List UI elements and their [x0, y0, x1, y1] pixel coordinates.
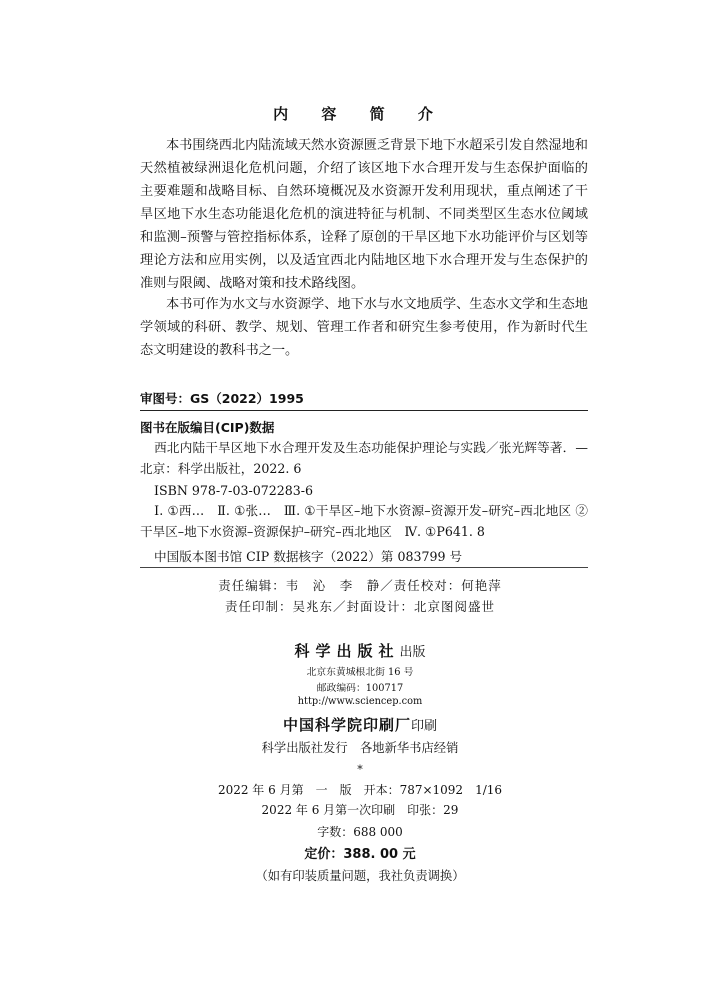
summary-paragraph-1	[140, 134, 588, 295]
cip-data-number: 中国版本图书馆 CIP 数据核字（2022）第 083799 号	[154, 549, 463, 564]
publisher-brand-logo: 科学出版社	[294, 642, 400, 660]
editors-line-1: 责任编辑：韦 沁 李 静／责任校对：何艳萍	[218, 578, 502, 593]
publisher-suffix: 出版	[399, 645, 426, 660]
publisher-postcode: 邮政编码：100717	[316, 683, 404, 694]
distribution-line: 科学出版社发行 各地新华书店经销	[261, 741, 459, 755]
price-line: 定价：388. 00 元	[304, 847, 416, 862]
map-review-number: 审图号：GS（2022）1995	[140, 391, 304, 406]
summary-paragraph-1-text: 本书围绕西北内陆流域天然水资源匮乏背景下地下水超采引发自然湿地和天然植被绿洲退化危机问题，介绍了该区地下水合理开发与生态保护面临的主要难题和战略目标、自然环境概况及水资源开发利用现状，重点阐述了干旱区地下水生态功能退化危机的演进特征与机制、不同类型区生态水位阈域和监测–预警与管控指标体系，诠释了原创的干旱区地下水功能评价与区划等理论方法和应用实例，以及适宜西北内陆地区地下水合理开发与生态保护的准则与限阈、战略对策和技术路线图。	[140, 138, 588, 291]
summary-paragraph-2-text: 本书可作为水文与水资源学、地下水与水文地质学、生态水文学和生态地学领域的科研、教学、规划、管理工作者和研究生参考使用，作为新时代生态文明建设的教科书之一。	[140, 297, 588, 358]
publisher-url: http://www.sciencep.com	[297, 696, 423, 707]
cip-heading: 图书在版编目(CIP)数据	[140, 420, 275, 435]
edition-line-2: 2022 年 6 月第一次印刷 印张：29	[261, 803, 459, 817]
summary-title: 内 容 简 介	[273, 105, 447, 123]
cip-classification-text: Ⅰ. ①西… Ⅱ. ①张… Ⅲ. ①干旱区–地下水资源–资源开发–研究–西北地区 ②干旱区–地下水资源–资源保护–研究–西北地区 Ⅳ. ①P641. 8	[140, 503, 588, 539]
publisher-line	[0, 640, 720, 661]
cip-bottom-rule	[140, 567, 588, 568]
edition-line-1: 2022 年 6 月第 一 版 开本：787×1092 1/16	[217, 783, 503, 797]
cip-title-text: 西北内陆干旱区地下水合理开发及生态功能保护理论与实践／张光辉等著．—北京：科学出版社，2022. 6	[140, 440, 588, 476]
quality-note: （如有印装质量问题，我社负责调换）	[255, 869, 465, 883]
publisher-address: 北京东黄城根北街 16 号	[306, 667, 414, 678]
editors-line-2: 责任印制：吴兆东／封面设计：北京图阅盛世	[224, 599, 495, 614]
cip-top-rule	[140, 410, 588, 411]
star-separator: *	[357, 763, 363, 776]
edition-word-count: 字数：688 000	[317, 825, 403, 839]
cip-title-block	[140, 437, 588, 479]
cip-classification-block	[140, 500, 588, 542]
summary-paragraph-2	[140, 293, 588, 362]
printer-suffix: 印刷	[411, 719, 438, 734]
printer-line	[0, 714, 720, 735]
printer-brand-logo: 中国科学院印刷厂	[282, 716, 411, 734]
cip-isbn: ISBN 978-7-03-072283-6	[154, 483, 314, 498]
